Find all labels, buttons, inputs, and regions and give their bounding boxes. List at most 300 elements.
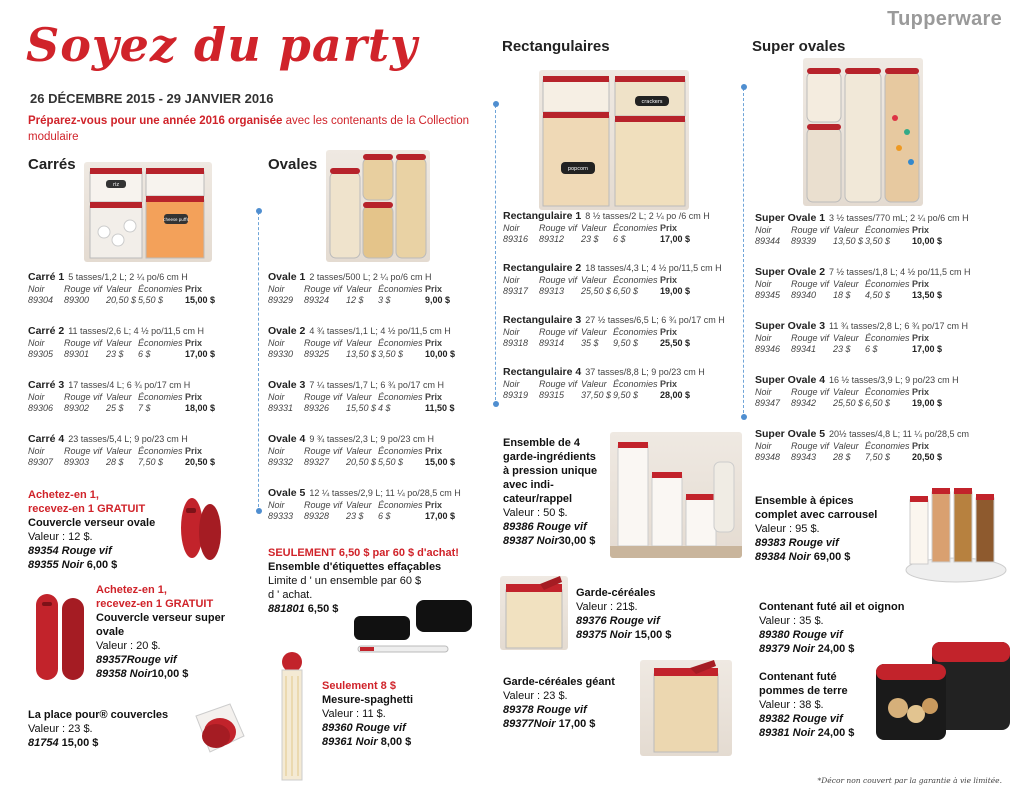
prix: 18,00 $	[185, 403, 216, 413]
code-noir: 89307	[28, 457, 54, 467]
rect-3	[503, 314, 739, 366]
intro-rest: avec les contenants de la Collection modulaire	[28, 115, 470, 143]
hdr-prix: Prix	[185, 338, 203, 348]
hdr-noir: Noir	[28, 392, 45, 402]
rect-4	[503, 366, 739, 418]
prix: 17,00 $	[660, 234, 691, 244]
valeur: 20,50 $	[106, 295, 137, 305]
prix: 15,00 $	[185, 295, 216, 305]
promo-garde-cereales	[576, 586, 736, 642]
code-rouge: 89326	[304, 403, 330, 413]
promo-code-rouge: 89378 Rouge vif	[503, 704, 587, 716]
hdr-rouge: Rouge vif	[64, 392, 103, 402]
separator-1	[258, 212, 259, 512]
smart-keepers-image	[874, 636, 1014, 746]
item-name: Carré 3	[28, 379, 65, 391]
hdr-valeur: Valeur	[106, 338, 132, 348]
code-noir: 89329	[268, 295, 294, 305]
code-rouge: 89328	[304, 511, 330, 521]
promo-name: La place pour® couvercles	[28, 709, 169, 721]
hdr-prix: Prix	[660, 223, 678, 233]
section-super-ovales: Super ovales	[752, 38, 846, 55]
valeur: 25,50 $	[581, 286, 612, 296]
hdr-rouge: Rouge vif	[791, 333, 830, 343]
carres-containers-image	[84, 162, 212, 262]
hdr-prix: Prix	[425, 284, 443, 294]
prix: 10,00 $	[912, 236, 943, 246]
promo-garde-cereales-geant	[503, 675, 653, 731]
economies: 7,50 $	[138, 457, 164, 467]
prix: 17,00 $	[912, 344, 943, 354]
item-name: Super Ovale 4	[755, 374, 826, 386]
super-ovale-4	[755, 374, 1000, 428]
item-name: Super Ovale 1	[755, 212, 826, 224]
ovale-2	[268, 325, 490, 379]
promo-offer-line1: Achetez-en 1,	[28, 489, 99, 501]
prix: 15,00 $	[425, 457, 456, 467]
carre-3	[28, 379, 250, 433]
code-rouge: 89300	[64, 295, 90, 305]
promo-value: Valeur : 11 $.	[322, 708, 386, 720]
spice-carousel-image	[902, 482, 1010, 584]
hdr-prix: Prix	[912, 279, 930, 289]
promo-offer-line1: Achetez-en 1,	[96, 584, 167, 596]
hdr-valeur: Valeur	[346, 338, 372, 348]
code-noir: 89345	[755, 290, 781, 300]
super-ovale-3	[755, 320, 1000, 374]
promo-value: Valeur : 12 $.	[28, 531, 93, 543]
code-rouge: 89315	[539, 390, 565, 400]
valeur: 23 $	[833, 344, 851, 354]
hdr-prix: Prix	[425, 392, 443, 402]
hdr-rouge: Rouge vif	[64, 338, 103, 348]
item-name: Rectangulaire 2	[503, 262, 582, 274]
item-name: Carré 2	[28, 325, 65, 337]
intro-text	[28, 113, 498, 145]
promo-price: 24,00 $	[817, 727, 855, 739]
hdr-valeur: Valeur	[346, 446, 372, 456]
code-noir: 89305	[28, 349, 54, 359]
promo-code-rouge: 89382 Rouge vif	[759, 713, 843, 725]
hdr-noir: Noir	[755, 225, 772, 235]
code-rouge: 89312	[539, 234, 565, 244]
hdr-eco: Économies	[138, 392, 183, 402]
valeur: 25 $	[106, 403, 124, 413]
hdr-prix: Prix	[185, 446, 203, 456]
hdr-eco: Économies	[378, 392, 423, 402]
photo-super-ovales	[803, 58, 923, 206]
item-name: Ovale 2	[268, 325, 306, 337]
economies: 4,50 $	[865, 290, 891, 300]
item-desc: 16 ½ tasses/3,9 L; 9 po/23 cm H	[829, 375, 959, 385]
hdr-valeur: Valeur	[106, 446, 132, 456]
hdr-valeur: Valeur	[346, 392, 372, 402]
section-carres: Carrés	[28, 156, 76, 173]
hdr-valeur: Valeur	[833, 387, 859, 397]
hdr-eco: Économies	[613, 379, 658, 389]
promo-garde-ingredients	[503, 436, 613, 548]
promo-price: 8,00 $	[380, 736, 412, 748]
promo-name-line4: avec indi-	[503, 479, 554, 491]
carre-1	[28, 271, 250, 325]
promo-code: 881801	[268, 603, 305, 615]
item-name: Super Ovale 3	[755, 320, 826, 332]
promo-code-rouge: 89376 Rouge vif	[576, 615, 660, 627]
hdr-valeur: Valeur	[346, 500, 372, 510]
promo-name: Mesure-spaghetti	[322, 694, 414, 706]
promo-dates: 26 DÉCEMBRE 2015 - 29 JANVIER 2016	[30, 91, 274, 106]
hdr-rouge: Rouge vif	[304, 392, 343, 402]
promo-price: 17,00 $	[558, 718, 596, 730]
promo-value: Valeur : 23 $.	[28, 723, 93, 735]
valeur: 35 $	[581, 338, 599, 348]
code-rouge: 89342	[791, 398, 817, 408]
promo-value: Valeur : 38 $.	[759, 699, 824, 711]
valeur: 12 $	[346, 295, 364, 305]
hdr-rouge: Rouge vif	[539, 223, 578, 233]
prix: 20,50 $	[185, 457, 216, 467]
promo-name: Ensemble d'étiquettes effaçables	[268, 561, 442, 573]
promo-code-rouge: 89383 Rouge vif	[755, 537, 839, 549]
hdr-rouge: Rouge vif	[539, 275, 578, 285]
ovales-containers-image	[326, 150, 430, 262]
intro-bold: Préparez-vous pour une année 2016 organisée	[28, 115, 283, 127]
promo-name-line1: Couvercle verseur super	[96, 612, 226, 624]
item-desc: 23 tasses/5,4 L; 9 po/23 cm H	[68, 434, 188, 444]
hdr-noir: Noir	[755, 333, 772, 343]
super-ovale-1	[755, 212, 1000, 266]
hdr-noir: Noir	[28, 446, 45, 456]
economies: 7 $	[138, 403, 151, 413]
hdr-eco: Économies	[865, 333, 910, 343]
code-rouge: 89303	[64, 457, 90, 467]
hdr-prix: Prix	[425, 338, 443, 348]
hdr-rouge: Rouge vif	[791, 387, 830, 397]
code-noir: 89330	[268, 349, 294, 359]
item-desc: 18 tasses/4,3 L; 4 ½ po/11,5 cm H	[585, 263, 722, 273]
code-rouge: 89340	[791, 290, 817, 300]
promo-code-noir: 89361 Noir	[322, 736, 378, 748]
hdr-valeur: Valeur	[581, 379, 607, 389]
promo-code-noir: 89375 Noir	[576, 629, 632, 641]
separator-dot-1	[256, 208, 262, 214]
page-title: Soyez du party	[26, 18, 418, 72]
code-noir: 89333	[268, 511, 294, 521]
valeur: 28 $	[106, 457, 124, 467]
promo-value: Valeur : 95 $.	[755, 523, 820, 535]
hdr-prix: Prix	[912, 387, 930, 397]
economies: 6 $	[378, 511, 391, 521]
section-rectangulaires: Rectangulaires	[502, 38, 610, 55]
hdr-noir: Noir	[268, 500, 285, 510]
economies: 3 $	[378, 295, 391, 305]
hdr-prix: Prix	[912, 333, 930, 343]
ovale-1	[268, 271, 490, 325]
label-riz: riz	[112, 182, 120, 188]
promo-name-line1: Contenant futé	[759, 671, 837, 683]
economies: 3,50 $	[865, 236, 891, 246]
promo-code: 81754	[28, 737, 59, 749]
item-desc: 3 ½ tasses/770 mL; 2 ¼ po/6 cm H	[829, 213, 969, 223]
item-desc: 4 ¾ tasses/1,1 L; 4 ½ po/11,5 cm H	[309, 326, 451, 336]
promo-mesure-spaghetti	[322, 679, 482, 749]
promo-code-rouge: 89380 Rouge vif	[759, 629, 843, 641]
economies: 6 $	[613, 234, 626, 244]
prix: 20,50 $	[912, 452, 943, 462]
hdr-noir: Noir	[503, 223, 520, 233]
promo-name-line2: ovale	[96, 626, 125, 638]
item-name: Super Ovale 2	[755, 266, 826, 278]
promo-name-line2: garde-ingrédients	[503, 451, 596, 463]
hdr-valeur: Valeur	[833, 279, 859, 289]
hdr-valeur: Valeur	[106, 392, 132, 402]
promo-ensemble-epices	[755, 494, 905, 564]
valeur: 18 $	[833, 290, 851, 300]
hdr-eco: Économies	[613, 327, 658, 337]
economies: 4 $	[378, 403, 391, 413]
hdr-prix: Prix	[912, 225, 930, 235]
item-name: Rectangulaire 4	[503, 366, 582, 378]
super-containers-image	[803, 58, 923, 206]
valeur: 23 $	[581, 234, 599, 244]
promo-value: Valeur : 35 $.	[759, 615, 824, 627]
section-ovales: Ovales	[268, 156, 318, 173]
hdr-eco: Économies	[138, 446, 183, 456]
hdr-eco: Économies	[865, 225, 910, 235]
hdr-rouge: Rouge vif	[304, 446, 343, 456]
hdr-rouge: Rouge vif	[791, 441, 830, 451]
item-name: Rectangulaire 3	[503, 314, 582, 326]
item-desc: 20½ tasses/4,8 L; 11 ¼ po/28,5 cm	[829, 429, 969, 439]
code-rouge: 89327	[304, 457, 330, 467]
economies: 9,50 $	[613, 390, 639, 400]
separator-3	[743, 88, 744, 418]
promo-name: Garde-céréales	[576, 587, 656, 599]
item-desc: 7 ½ tasses/1,8 L; 4 ½ po/11,5 cm H	[829, 267, 971, 277]
item-desc: 17 tasses/4 L; 6 ¾ po/17 cm H	[68, 380, 191, 390]
hdr-eco: Économies	[865, 279, 910, 289]
promo-code-rouge: 89360 Rouge vif	[322, 722, 406, 734]
promo-price: 24,00 $	[817, 643, 855, 655]
prix: 17,00 $	[425, 511, 456, 521]
code-rouge: 89313	[539, 286, 565, 296]
separator-2	[495, 105, 496, 405]
promo-name-line5: cateur/rappel	[503, 493, 573, 505]
promo-name-line1: Ensemble à épices	[755, 495, 854, 507]
prix: 28,00 $	[660, 390, 691, 400]
promo-code-noir: 89379 Noir	[759, 643, 815, 655]
photo-carres	[84, 162, 212, 262]
promo-value: Valeur : 50 $.	[503, 507, 568, 519]
promo-couvercle-ovale	[28, 488, 178, 572]
giant-cereal-keeper-image	[640, 660, 732, 756]
prix: 13,50 $	[912, 290, 943, 300]
hdr-rouge: Rouge vif	[539, 379, 578, 389]
hdr-valeur: Valeur	[833, 225, 859, 235]
hdr-rouge: Rouge vif	[304, 500, 343, 510]
item-name: Rectangulaire 1	[503, 210, 582, 222]
code-rouge: 89339	[791, 236, 817, 246]
economies: 5,50 $	[378, 457, 404, 467]
hdr-noir: Noir	[755, 441, 772, 451]
promo-name: Garde-céréales géant	[503, 676, 615, 688]
promo-code-noir: 89377Noir	[503, 718, 556, 730]
carre-4	[28, 433, 250, 487]
code-rouge: 89341	[791, 344, 817, 354]
label-cheese: cheese puffs	[163, 217, 189, 222]
promo-code-noir: 89381 Noir	[759, 727, 815, 739]
garde-ingredients-image	[610, 432, 742, 558]
promo-offer-line2: recevez-en 1 GRATUIT	[28, 503, 146, 515]
hdr-rouge: Rouge vif	[791, 225, 830, 235]
valeur: 20,50 $	[346, 457, 377, 467]
promo-name-line2: complet avec carrousel	[755, 509, 878, 521]
hdr-rouge: Rouge vif	[64, 446, 103, 456]
item-desc: 27 ½ tasses/6,5 L; 6 ¾ po/17 cm H	[585, 315, 725, 325]
footnote: *Décor non couvert par la garantie à vie limitée.	[817, 776, 1002, 785]
economies: 6,50 $	[865, 398, 891, 408]
carre-2	[28, 325, 250, 379]
promo-name: Contenant futé ail et oignon	[759, 601, 905, 613]
label-crackers: crackers	[641, 99, 663, 105]
item-desc: 9 ¾ tasses/2,3 L; 9 po/23 cm H	[309, 434, 434, 444]
hdr-noir: Noir	[755, 387, 772, 397]
code-noir: 89332	[268, 457, 294, 467]
item-name: Ovale 4	[268, 433, 306, 445]
ovales-list	[268, 271, 490, 541]
super-pour-lid-image	[32, 588, 92, 684]
hdr-prix: Prix	[185, 392, 203, 402]
hdr-eco: Économies	[865, 441, 910, 451]
hdr-prix: Prix	[425, 446, 443, 456]
promo-code-noir: 89384 Noir	[755, 551, 811, 563]
item-desc: 11 tasses/2,6 L; 4 ½ po/11,5 cm H	[68, 326, 204, 336]
promo-code-rouge: 89354 Rouge vif	[28, 545, 112, 557]
item-desc: 2 tasses/500 L; 2 ¼ po/6 cm H	[309, 272, 432, 282]
code-noir: 89348	[755, 452, 781, 462]
rect-containers-image	[539, 70, 689, 210]
promo-name: Couvercle verseur ovale	[28, 517, 156, 529]
separator-dot-2	[256, 508, 262, 514]
hdr-valeur: Valeur	[581, 327, 607, 337]
code-noir: 89346	[755, 344, 781, 354]
cereal-keeper-image	[500, 576, 568, 650]
promo-name-line1: Ensemble de 4	[503, 437, 581, 449]
hdr-noir: Noir	[503, 275, 520, 285]
pour-lid-image	[178, 494, 224, 564]
separator-dot-6	[741, 414, 747, 420]
prix: 19,00 $	[660, 286, 691, 296]
code-rouge: 89314	[539, 338, 565, 348]
code-rouge: 89325	[304, 349, 330, 359]
prix: 11,50 $	[425, 403, 455, 413]
item-name: Carré 1	[28, 271, 65, 283]
super-ovale-2	[755, 266, 1000, 320]
hdr-eco: Économies	[378, 446, 423, 456]
hdr-noir: Noir	[268, 446, 285, 456]
hdr-noir: Noir	[503, 379, 520, 389]
brand-logo: Tupperware	[887, 8, 1002, 30]
valeur: 25,50 $	[833, 398, 864, 408]
valeur: 23 $	[106, 349, 124, 359]
hdr-noir: Noir	[28, 284, 45, 294]
economies: 6,50 $	[613, 286, 639, 296]
hdr-prix: Prix	[425, 500, 443, 510]
promo-couvercle-super-ovale	[96, 583, 256, 681]
hdr-eco: Économies	[613, 223, 658, 233]
promo-price: 6,50 $	[307, 603, 339, 615]
item-name: Super Ovale 5	[755, 428, 826, 440]
promo-price: 69,00 $	[813, 551, 851, 563]
hdr-prix: Prix	[660, 327, 678, 337]
super-ovale-5	[755, 428, 1000, 482]
code-noir: 89331	[268, 403, 294, 413]
hdr-eco: Économies	[378, 338, 423, 348]
hdr-eco: Économies	[613, 275, 658, 285]
hdr-rouge: Rouge vif	[304, 284, 343, 294]
valeur: 13,50 $	[833, 236, 864, 246]
economies: 6 $	[865, 344, 878, 354]
hdr-eco: Économies	[378, 284, 423, 294]
valeur: 23 $	[346, 511, 364, 521]
economies: 6 $	[138, 349, 151, 359]
valeur: 37,50 $	[581, 390, 612, 400]
promo-offer-line2: recevez-en 1 GRATUIT	[96, 598, 214, 610]
code-noir: 89304	[28, 295, 54, 305]
hdr-valeur: Valeur	[346, 284, 372, 294]
code-rouge: 89301	[64, 349, 90, 359]
item-name: Ovale 1	[268, 271, 306, 283]
code-noir: 89319	[503, 390, 529, 400]
promo-code-noir: 89358 Noir	[96, 668, 152, 680]
code-noir: 89347	[755, 398, 781, 408]
spaghetti-measure-image	[272, 650, 312, 782]
photo-ovales	[326, 150, 430, 262]
label-popcorn: popcorn	[567, 166, 589, 172]
promo-code-rouge: 89357Rouge vif	[96, 654, 177, 666]
promo-place-couvercles	[28, 708, 188, 750]
promo-price: 10,00 $	[151, 668, 189, 680]
hdr-rouge: Rouge vif	[539, 327, 578, 337]
hdr-valeur: Valeur	[581, 223, 607, 233]
hdr-valeur: Valeur	[833, 333, 859, 343]
hdr-noir: Noir	[268, 392, 285, 402]
hdr-valeur: Valeur	[833, 441, 859, 451]
prix: 9,00 $	[425, 295, 451, 305]
prix: 19,00 $	[912, 398, 943, 408]
hdr-valeur: Valeur	[581, 275, 607, 285]
code-noir: 89306	[28, 403, 54, 413]
separator-dot-3	[493, 101, 499, 107]
ovale-4	[268, 433, 490, 487]
economies: 5,50 $	[138, 295, 164, 305]
promo-value: Valeur : 20 $.	[96, 640, 161, 652]
promo-name-line3: à pression unique	[503, 465, 598, 477]
promo-price: 30,00 $	[558, 535, 596, 547]
ovale-5	[268, 487, 490, 541]
code-rouge: 89343	[791, 452, 817, 462]
item-name: Ovale 3	[268, 379, 306, 391]
code-noir: 89317	[503, 286, 529, 296]
valeur: 13,50 $	[346, 349, 377, 359]
hdr-prix: Prix	[660, 275, 678, 285]
prix: 25,50 $	[660, 338, 691, 348]
item-desc: 11 ¾ tasses/2,8 L; 6 ¾ po/17 cm H	[829, 321, 968, 331]
hdr-valeur: Valeur	[106, 284, 132, 294]
super-list	[755, 212, 1000, 482]
hdr-prix: Prix	[185, 284, 203, 294]
valeur: 15,50 $	[346, 403, 377, 413]
